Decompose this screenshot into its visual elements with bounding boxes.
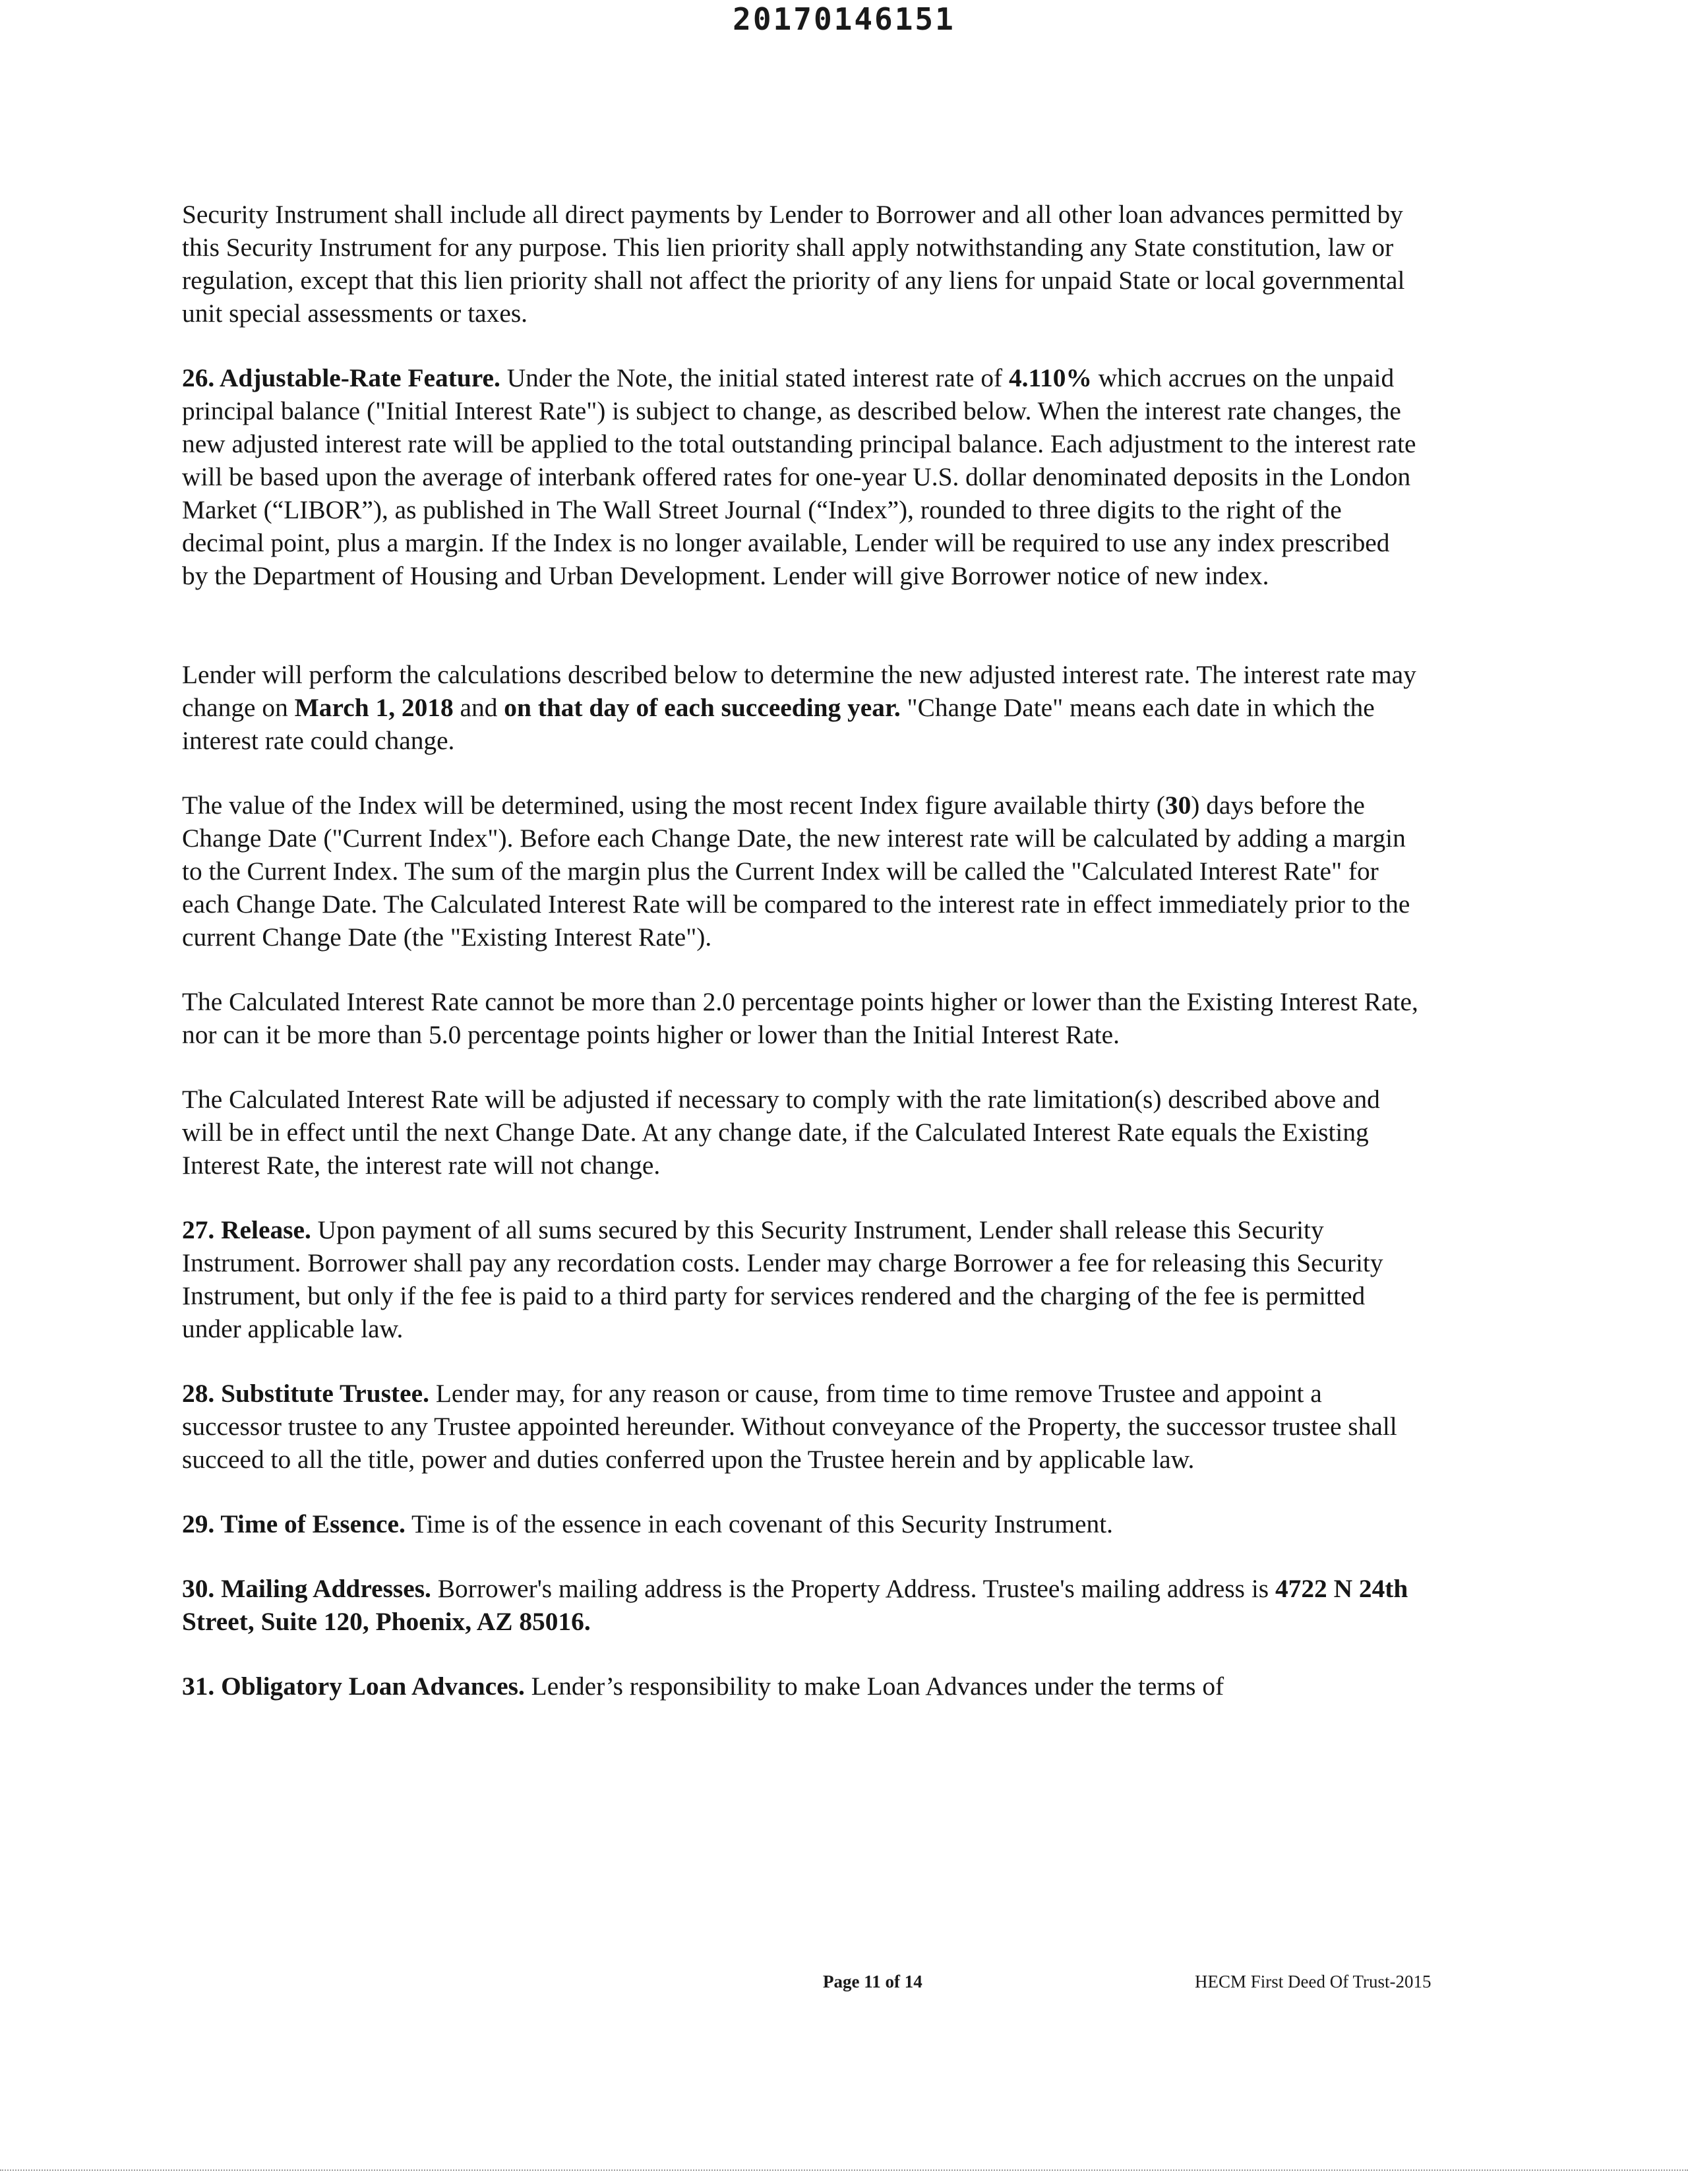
first-change-date: March 1, 2018 [294,693,454,722]
succeeding-year-phrase: on that day of each succeeding year. [504,693,901,722]
document-body [182,198,1422,1734]
section-26-text-1: Under the Note, the initial stated interest rate of [500,363,1009,392]
section-29-heading: 29. Time of Essence. [182,1509,406,1538]
index-lookback-days: 30 [1164,791,1191,820]
trustee-address: 4722 N 24th Street, Suite 120, Phoenix, AZ 85016. [182,1574,1408,1636]
change-date-text-2: and [453,693,504,722]
current-index-text-1: The value of the Index will be determined, using the most recent Index figure available thirty ( [182,791,1165,820]
section-30-mailing-addresses [182,1572,1422,1638]
section-26-text-2: which accrues on the unpaid principal balance ("Initial Interest Rate") is subject to change, as described below. When the interest rate changes, the new adjusted interest rate will be applied to the total outstanding principal balance. Each adjustment to the interest rate will be based upon the average of interbank offered rates for one-year U.S. dollar denominated deposits in the London Market (“LIBOR”), as published in The Wall Street Journal (“Index”), rounded to three digits to the right of the decimal point, plus a margin. If the Index is no longer available, Lender will be required to use any index prescribed by the Department of Housing and Urban Development. Lender will give Borrower notice of new index. [182,363,1416,590]
change-date-text-1: Lender will perform the calculations described below to determine the new adjusted interest rate. The interest rate may change on [182,660,1416,722]
section-31-heading: 31. Obligatory Loan Advances. [182,1672,525,1701]
change-date-text-3: "Change Date" means each date in which the interest rate could change. [182,693,1375,755]
section-27-release [182,1213,1422,1345]
section-29-time-of-essence [182,1507,1422,1540]
current-index-text-2: ) days before the Change Date ("Current Index"). Before each Change Date, the new interest rate will be calculated by adding a margin to the Current Index. The sum of the margin plus the Current Index will be called the "Calculated Interest Rate" for each Change Date. The Calculated Interest Rate will be compared to the interest rate in effect immediately prior to the current Change Date (the "Existing Interest Rate"). [182,791,1410,952]
recording-number: 20170146151 [733,1,955,37]
section-27-heading: 27. Release. [182,1215,311,1244]
section-30-heading: 30. Mailing Addresses. [182,1574,431,1603]
section-26-heading: 26. Adjustable-Rate Feature. [182,363,500,392]
page-number: Page 11 of 14 [823,1972,922,1991]
section-29-text: Time is of the essence in each covenant of this Security Instrument. [405,1509,1113,1538]
rate-cap-paragraph: The Calculated Interest Rate cannot be more than 2.0 percentage points higher or lower than the Existing Interest Rate, nor can it be more than 5.0 percentage points higher or lower than the Initial Interest Rate. [182,987,1418,1049]
lien-priority-paragraph: Security Instrument shall include all direct payments by Lender to Borrower and all other loan advances permitted by this Security Instrument for any purpose. This lien priority shall apply notwithstanding any State constitution, law or regulation, except that this lien priority shall not affect the priority of any liens for unpaid State or local governmental unit special assessments or taxes. [182,200,1405,328]
section-28-text: Lender may, for any reason or cause, from time to time remove Trustee and appoint a successor trustee to any Trustee appointed hereunder. Without conveyance of the Property, the successor trustee shall succeed to all the title, power and duties conferred upon the Trustee herein and by applicable law. [182,1379,1397,1474]
initial-interest-rate: 4.110% [1008,363,1092,392]
scan-edge-line [0,2169,1688,2171]
change-date-paragraph [182,658,1422,757]
section-31-obligatory-advances [182,1670,1422,1703]
rate-adjustment-paragraph: The Calculated Interest Rate will be adjusted if necessary to comply with the rate limitation(s) described above and will be in effect until the next Change Date. At any change date, if the Calculated Interest Rate equals the Existing Interest Rate, the interest rate will not change. [182,1085,1380,1180]
section-26-adjustable-rate [182,361,1422,592]
section-28-heading: 28. Substitute Trustee. [182,1379,429,1408]
form-name: HECM First Deed Of Trust-2015 [1195,1972,1432,1991]
section-27-text: Upon payment of all sums secured by this Security Instrument, Lender shall release this Security Instrument. Borrower shall pay any recordation costs. Lender may charge Borrower a fee for releasing this Security Instrument, but only if the fee is paid to a third party for services rendered and the charging of the fee is permitted under applicable law. [182,1215,1383,1343]
section-28-substitute-trustee [182,1377,1422,1476]
section-31-text: Lender’s responsibility to make Loan Advances under the terms of [524,1672,1224,1701]
section-30-text: Borrower's mailing address is the Property Address. Trustee's mailing address is [431,1574,1275,1603]
current-index-paragraph [182,789,1422,954]
